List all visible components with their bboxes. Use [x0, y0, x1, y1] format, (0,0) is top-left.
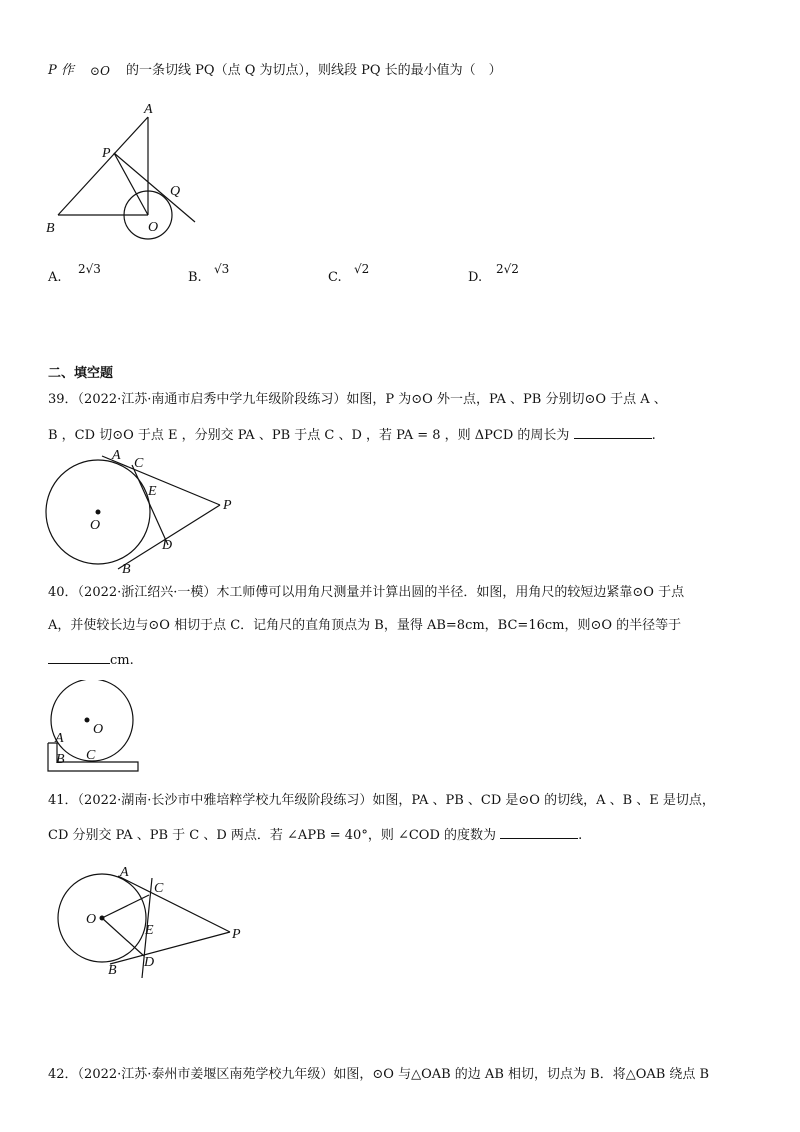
q40-text-line3: [48, 649, 134, 670]
q41-line-OC: [102, 895, 149, 918]
q39-answer-blank[interactable]: [574, 424, 652, 439]
q41-line2-text: CD 分别交 PA 、PB 于 C 、D 两点．若 ∠APB = 40°，则 ∠COD 的度数为: [48, 828, 497, 843]
option-letter: A.: [48, 270, 62, 285]
q41-label-E: E: [145, 923, 154, 938]
q42-text-line1: 42．（2022·江苏·泰州市姜堰区南苑学校九年级）如图，⊙O 与△OAB 的边 AB 相切，切点为 B．将△OAB 绕点 B: [48, 1067, 710, 1082]
option-value: 2√2: [496, 262, 519, 276]
option-value: √3: [214, 262, 230, 276]
q38-option-D: [468, 262, 588, 286]
q40-label-O: O: [93, 722, 104, 737]
q39-label-E: E: [148, 484, 157, 499]
q38-label-B: B: [46, 221, 55, 236]
q41-tangent-PA: [118, 876, 230, 932]
q39-label-P: P: [223, 498, 232, 513]
option-value: √2: [354, 262, 370, 276]
q40-label-C: C: [86, 748, 96, 763]
q40-center-dot: [85, 718, 90, 723]
option-letter: B.: [188, 270, 202, 285]
q41-line2-end: .: [578, 828, 583, 843]
q38-option-B: [188, 262, 308, 286]
q39-tangent-PA: [102, 456, 220, 505]
q40-answer-blank[interactable]: [48, 649, 110, 664]
q40-text-line2: A，并使较长边与⊙O 相切于点 C．记角尺的直角顶点为 B，量得 AB=8cm，BC=16cm，则⊙O 的半径等于: [48, 618, 682, 633]
option-letter: C.: [328, 270, 342, 285]
q38-line-start: P 作: [48, 63, 74, 78]
section-title-fill-in: 二、填空题: [48, 366, 114, 381]
q39-figure: [40, 445, 250, 575]
q41-label-B: B: [108, 963, 117, 978]
q41-center-dot: [100, 916, 105, 921]
q38-line-PO: [114, 153, 148, 215]
q38-text-line: [48, 62, 502, 80]
q38-label-O: O: [148, 220, 159, 235]
q38-label-P: P: [102, 146, 111, 161]
q38-figure: [40, 95, 210, 245]
q41-tangent-PB: [110, 932, 230, 964]
q39-tangent-CD: [132, 465, 168, 545]
q39-line2-end: .: [651, 428, 656, 443]
q41-label-O: O: [86, 912, 97, 927]
q40-figure: [40, 680, 150, 775]
q38-option-C: [328, 262, 448, 286]
q38-line-AB: [58, 117, 148, 215]
q38-label-Q: Q: [170, 184, 181, 199]
q39-label-O: O: [90, 518, 101, 533]
q41-answer-blank[interactable]: [500, 824, 578, 839]
q39-line2-text: B ，CD 切⊙O 于点 E ，分别交 PA 、PB 于点 C 、D ，若 PA = 8 ，则 ΔPCD 的周长为: [48, 428, 570, 443]
q39-center-dot: [96, 510, 101, 515]
q41-label-D: D: [144, 955, 155, 970]
q41-figure: [40, 860, 250, 985]
q39-text-line2: [48, 424, 656, 445]
q39-label-B: B: [122, 562, 131, 575]
q40-label-A: A: [55, 731, 64, 746]
q39-text-line1: 39．（2022·江苏·南通市启秀中学九年级阶段练习）如图，P 为⊙O 外一点，PA 、PB 分别切⊙O 于点 A 、: [48, 392, 667, 407]
option-value: 2√3: [78, 262, 101, 276]
q39-label-A: A: [112, 448, 121, 463]
q38-line-rest: 的一条切线 PQ（点 Q 为切点），则线段 PQ 长的最小值为（ ）: [126, 63, 502, 78]
q40-unit: cm.: [110, 653, 134, 668]
q41-label-P: P: [232, 927, 241, 942]
q39-label-D: D: [162, 538, 173, 553]
q41-label-A: A: [120, 865, 129, 880]
q41-text-line1: 41．（2022·湖南·长沙市中雅培粹学校九年级阶段练习）如图，PA 、PB 、CD 是⊙O 的切线，A 、B 、E 是切点，: [48, 793, 715, 808]
q38-label-A: A: [144, 102, 153, 117]
option-letter: D.: [468, 270, 483, 285]
q41-label-C: C: [154, 881, 164, 896]
q41-text-line2: [48, 824, 582, 845]
q40-text-line1: 40．（2022·浙江绍兴·一模）木工师傅可以用角尺测量并计算出圆的半径．如图，用角尺的较短边紧靠⊙O 于点: [48, 585, 685, 600]
q38-circle-symbol: ⊙O: [90, 64, 110, 78]
q39-label-C: C: [134, 456, 144, 471]
q38-tangent-PQ: [114, 153, 195, 222]
q40-label-B: B: [56, 752, 65, 767]
q38-option-A: [48, 262, 168, 286]
q39-tangent-PB: [118, 505, 220, 569]
q41-line-OD: [102, 918, 144, 956]
